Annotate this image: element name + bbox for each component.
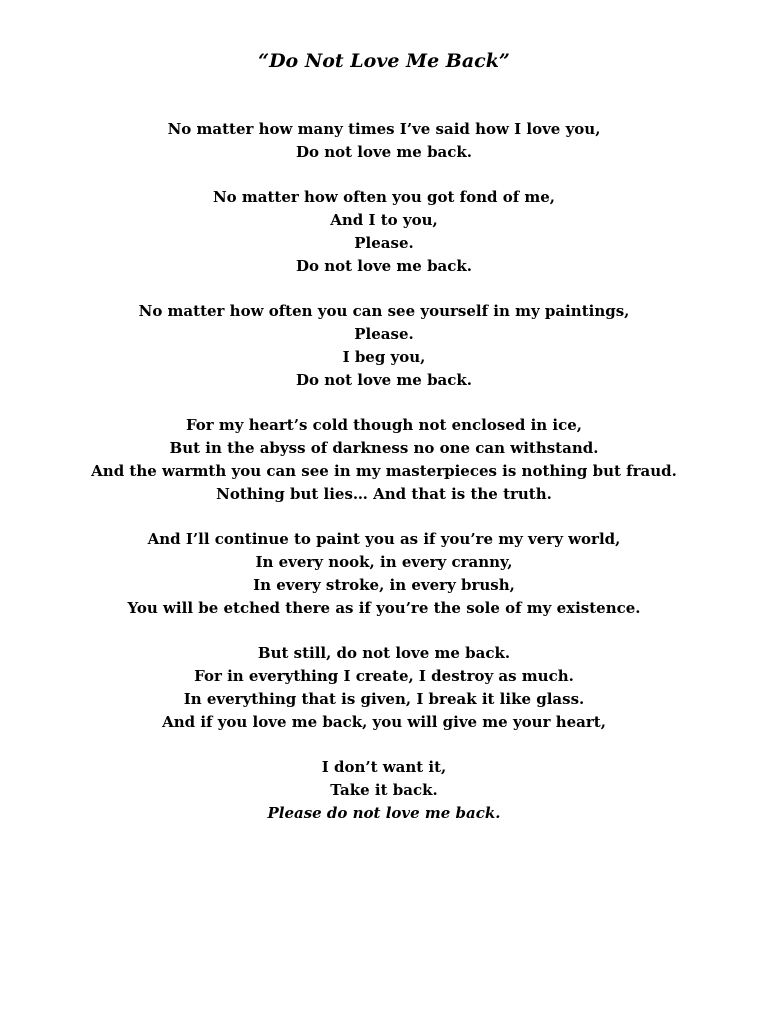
stanza-3 — [0, 300, 768, 391]
stanza-7 — [0, 756, 768, 824]
stanza-4 — [0, 414, 768, 505]
poem-line: Nothing but lies… And that is the truth. — [216, 484, 552, 503]
poem-line: And I’ll continue to paint you as if you’re my very world, — [147, 530, 621, 549]
poem-line: For my heart’s cold though not enclosed in ice, — [185, 416, 583, 435]
poem-line: And the warmth you can see in my masterpieces is nothing but fraud. — [91, 461, 677, 480]
poem-line: For in everything I create, I destroy as much. — [194, 667, 574, 686]
poem-line: No matter how often you can see yourself in my paintings, — [138, 302, 630, 321]
stanza-6 — [0, 642, 768, 733]
poem-line-final: Please do not love me back. — [267, 803, 501, 822]
poem-line: Do not love me back. — [295, 256, 473, 275]
poem-line: Do not love me back. — [295, 370, 473, 389]
poem-line: You will be etched there as if you’re the sole of my existence. — [127, 598, 641, 617]
poem-line: But still, do not love me back. — [257, 644, 511, 663]
poem-line: And if you love me back, you will give me your heart, — [162, 712, 606, 731]
poem-line: In every stroke, in every brush, — [253, 575, 515, 594]
poem-line: Please. — [354, 233, 414, 252]
poem-title: “Do Not Love Me Back” — [258, 50, 510, 72]
poem-body — [0, 118, 768, 848]
poem-line: In everything that is given, I break it like glass. — [183, 689, 585, 708]
poem-line: Take it back. — [330, 781, 438, 800]
poem-line: Please. — [354, 325, 414, 344]
poem-line: I beg you, — [342, 347, 426, 366]
poem-line: I don’t want it, — [321, 758, 447, 777]
poem-line: No matter how often you got fond of me, — [212, 188, 556, 207]
poem-line: Do not love me back. — [295, 142, 473, 161]
poem-line: But in the abyss of darkness no one can withstand. — [169, 439, 599, 458]
poem-line: And I to you, — [330, 211, 438, 230]
poem-line: In every nook, in every cranny, — [255, 553, 513, 572]
stanza-1 — [0, 118, 768, 164]
stanza-2 — [0, 186, 768, 277]
stanza-5 — [0, 528, 768, 619]
poem-line: No matter how many times I’ve said how I love you, — [167, 120, 601, 138]
